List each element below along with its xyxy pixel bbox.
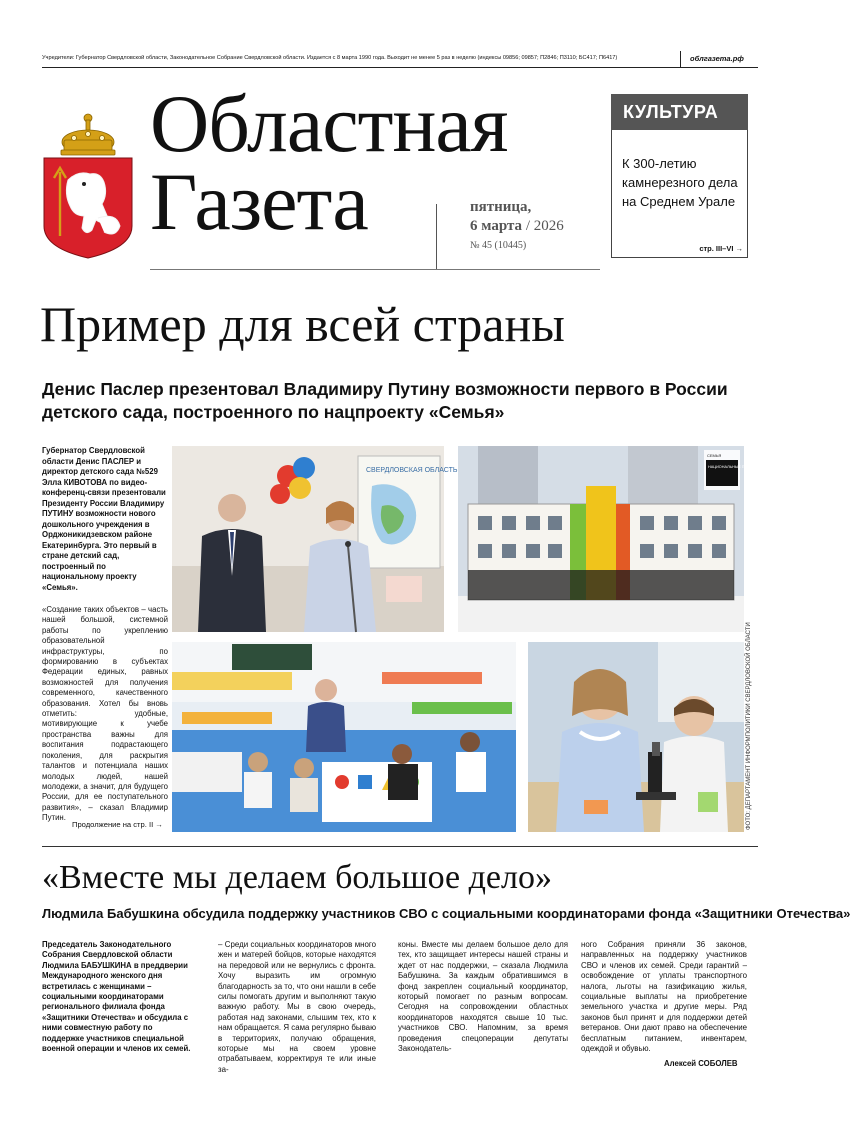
date-day: 6 марта <box>470 218 523 234</box>
second-subheadline: Людмила Бабушкина обсудила поддержку участников СВО с социальными координаторами фонда «Защитники Отечества» <box>42 906 850 921</box>
header-rule <box>42 67 758 68</box>
photo-microscope <box>528 642 744 832</box>
photo-classroom <box>172 642 516 832</box>
second-headline: «Вместе мы делаем большое дело» <box>42 859 552 896</box>
culture-teaser[interactable] <box>611 94 748 258</box>
continued-link[interactable]: Продолжение на стр. II → <box>72 820 163 829</box>
badge-national-projects: НАЦИОНАЛЬНЫЕ ПРОЕКТЫ РОССИИ <box>708 465 778 469</box>
main-lead: Губернатор Свердловской области Денис ПАСЛЕР и директор детского сада №529 Элла КИВОТОВА по видео-конференц-связи презентовали Президенту России Владимиру ПУТИНУ возможности нового дошкольного учреждения в Орджоникидзевском районе Екатеринбурга. Это первый в стране детский сад, построенный по национальному проекту «Семья». <box>42 446 166 592</box>
second-column-3: ного Собрания приняли 36 законов, направленных на поддержку участников СВО и членов их семей. Среди гарантий – освобождение от уплаты транспортного налога, льготы на газификацию жилья, социальные выплаты на приобретение земельного участка и другие меры. Ряд законов был принят и для поддержки детей ветеранов. Они дают право на обеспечение бесплатным питанием, инвентарем, одеждой и обувью. <box>581 940 747 1054</box>
main-body: «Создание таких объектов – часть нашей большой, системной работы по укреплению образовательной инфраструктуры, по формированию в субъектах Федерации единых, равных возможностей для получения современного, качественного образования. Хотел бы вновь отметить: удобные, мотивирующие к учебе пространства важны для воспитания подрастающего поколения, для раскрытия талантов и потенциала наших молодых людей, нашей молодежи, а значит, для будущего России, для ее поступательного развития», – сказал Владимир Путин. <box>42 605 168 823</box>
issue-date <box>470 198 564 236</box>
second-column-2: коны. Вместе мы делаем большое дело для тех, кто защищает интересы нашей страны и ждет от нас поддержки, – сказала Людмила Бабушкина. За каждым обратившимся в фонд закреплен социальный координатор, который помогает по разным вопросам. Сегодня на сопровождении областных координаторов находятся свыше 10 тыс. участников СВО. Напомним, за время проведения спецоперации депутаты Законодатель- <box>398 940 568 1054</box>
photo-credit <box>746 622 756 830</box>
weekday: пятница, <box>470 199 532 215</box>
site-link[interactable]: облгазета.рф <box>690 54 744 63</box>
coat-of-arms-icon <box>38 108 138 260</box>
main-subheadline: Денис Паслер презентовал Владимиру Путину возможности первого в России детского сада, построенного по нацпроекту «Семья» <box>42 379 728 422</box>
culture-section-label: КУЛЬТУРА <box>611 94 748 130</box>
second-column-1: – Среди социальных координаторов много жен и матерей бойцов, которые находятся на передовой или не вернулись с фронта. Хочу выразить им огромную благодарность за то, что они нашли в себе силы помогать другим и выполняют такую важную работу. Мы в свою очередь, работая над законами, слышим тех, кто к нам обращается. Я сама регулярно бываю в территориях, получаю обращения, которые мы на своем уровне отрабатываем, корректируя те или иные за- <box>218 940 376 1074</box>
title-line-2: Газета <box>150 156 368 247</box>
founders-line: Учредители: Губернатор Свердловской области, Законодательное Собрание Свердловской области. Издается с 8 марта 1990 года. Выходит не менее 5 раз в неделю (индексы 09856; 09857; П2846; П3110; БС417; П6417) <box>42 55 618 61</box>
sign-text: СВЕРДЛОВСКАЯ ОБЛАСТЬ <box>366 467 458 474</box>
masthead-divider <box>436 204 437 270</box>
badge-semya: СЕМЬЯ <box>707 453 722 458</box>
title-line-1: Областная <box>150 78 508 169</box>
photo-building <box>458 446 778 632</box>
photo-credit-text: ФОТО: ДЕПАРТАМЕНТ ИНФОРМПОЛИТИКИ СВЕРДЛОВСКОЙ ОБЛАСТИ <box>746 622 752 830</box>
newspaper-title <box>150 78 508 247</box>
main-headline: Пример для всей страны <box>40 296 565 352</box>
article-author: Алексей СОБОЛЕВ <box>664 1059 738 1068</box>
issue-number: № 45 (10445) <box>470 240 527 251</box>
photo-officials <box>172 446 458 632</box>
culture-teaser-text: К 300-летию камнерезного дела на Среднем Урале <box>622 156 738 209</box>
header-separator <box>680 51 681 67</box>
date-year: / 2026 <box>522 218 564 234</box>
culture-page-link[interactable]: стр. III–VI → <box>699 244 743 253</box>
second-lead: Председатель Законодательного Собрания Свердловской области Людмила БАБУШКИНА в преддверии Международного женского дня встретилась с женщинами – социальными координаторами регионального филиала фонда «Защитники Отечества» и обсудила с ними совместную работу по поддержке участников специальной военной операции и членов их семей. <box>42 940 191 1054</box>
section-divider <box>42 846 758 847</box>
masthead-rule <box>150 269 600 270</box>
